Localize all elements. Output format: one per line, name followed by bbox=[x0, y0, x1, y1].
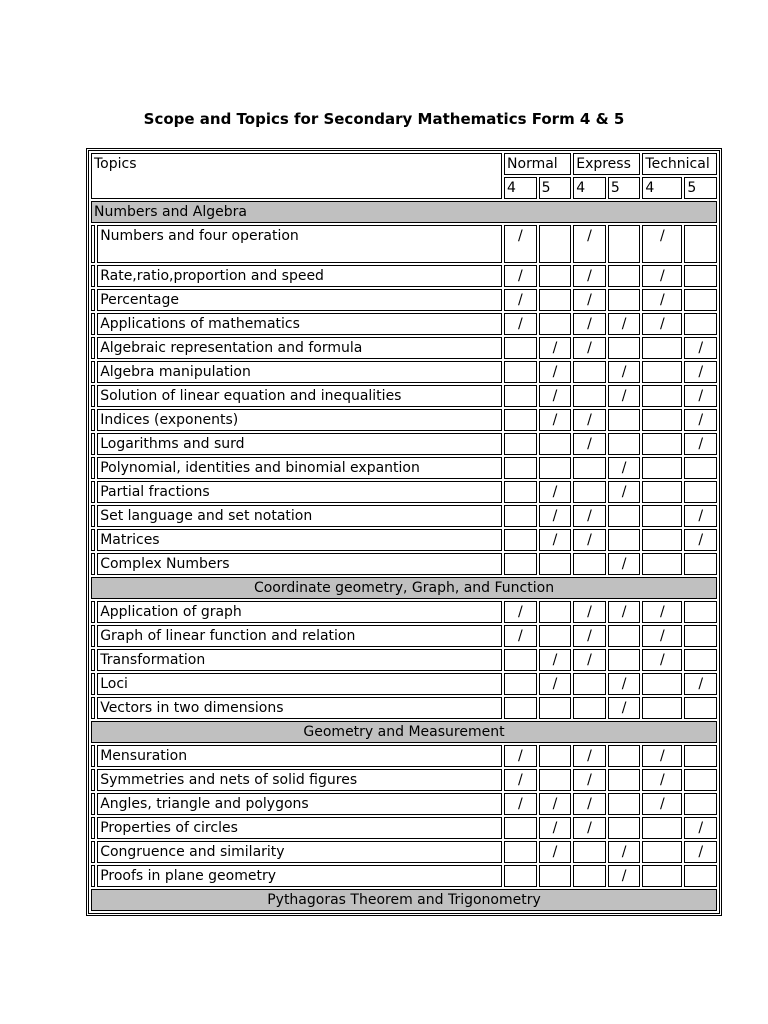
check-mark-cell: / bbox=[684, 841, 717, 863]
check-mark-cell bbox=[573, 361, 606, 383]
check-mark-cell bbox=[642, 457, 682, 479]
check-mark-cell: / bbox=[684, 361, 717, 383]
check-mark-cell: / bbox=[539, 505, 572, 527]
check-mark-cell: / bbox=[684, 817, 717, 839]
check-mark-cell bbox=[684, 745, 717, 767]
check-mark-cell: / bbox=[539, 673, 572, 695]
topic-cell: Applications of mathematics bbox=[97, 313, 502, 335]
check-mark-cell: / bbox=[573, 289, 606, 311]
check-mark-cell: / bbox=[608, 457, 641, 479]
check-mark-cell bbox=[504, 553, 537, 575]
check-mark-cell bbox=[684, 481, 717, 503]
check-mark-cell bbox=[504, 361, 537, 383]
check-mark-cell bbox=[504, 457, 537, 479]
topic-cell: Application of graph bbox=[97, 601, 502, 623]
row-margin-cell bbox=[91, 841, 95, 863]
check-mark-cell: / bbox=[608, 673, 641, 695]
topic-cell: Rate,ratio,proportion and speed bbox=[97, 265, 502, 287]
check-mark-cell: / bbox=[573, 769, 606, 791]
check-mark-cell: / bbox=[539, 481, 572, 503]
check-mark-cell bbox=[608, 793, 641, 815]
check-mark-cell: / bbox=[539, 841, 572, 863]
scope-table bbox=[86, 148, 722, 916]
check-mark-cell bbox=[539, 697, 572, 719]
topic-cell: Transformation bbox=[97, 649, 502, 671]
check-mark-cell: / bbox=[642, 745, 682, 767]
check-mark-cell: / bbox=[573, 745, 606, 767]
topic-cell: Algebraic representation and formula bbox=[97, 337, 502, 359]
check-mark-cell bbox=[608, 769, 641, 791]
check-mark-cell bbox=[539, 313, 572, 335]
row-margin-cell bbox=[91, 769, 95, 791]
check-mark-cell: / bbox=[642, 225, 682, 263]
check-mark-cell: / bbox=[684, 505, 717, 527]
check-mark-cell bbox=[642, 817, 682, 839]
row-margin-cell bbox=[91, 673, 95, 695]
topic-cell: Logarithms and surd bbox=[97, 433, 502, 455]
check-mark-cell bbox=[608, 265, 641, 287]
topic-cell: Properties of circles bbox=[97, 817, 502, 839]
check-mark-cell bbox=[608, 289, 641, 311]
topic-row bbox=[91, 457, 717, 479]
check-mark-cell: / bbox=[684, 409, 717, 431]
topic-row bbox=[91, 601, 717, 623]
topic-cell: Vectors in two dimensions bbox=[97, 697, 502, 719]
row-margin-cell bbox=[91, 553, 95, 575]
topic-cell: Solution of linear equation and inequalities bbox=[97, 385, 502, 407]
topic-row bbox=[91, 385, 717, 407]
check-mark-cell: / bbox=[684, 673, 717, 695]
row-margin-cell bbox=[91, 385, 95, 407]
check-mark-cell: / bbox=[573, 505, 606, 527]
stream-header-normal: Normal bbox=[504, 153, 571, 175]
check-mark-cell bbox=[642, 553, 682, 575]
check-mark-cell bbox=[504, 337, 537, 359]
check-mark-cell bbox=[539, 865, 572, 887]
check-mark-cell bbox=[573, 673, 606, 695]
stream-header-express: Express bbox=[573, 153, 640, 175]
check-mark-cell: / bbox=[539, 409, 572, 431]
check-mark-cell: / bbox=[504, 265, 537, 287]
topic-cell: Congruence and similarity bbox=[97, 841, 502, 863]
check-mark-cell bbox=[684, 457, 717, 479]
check-mark-cell: / bbox=[642, 289, 682, 311]
check-mark-cell: / bbox=[684, 529, 717, 551]
check-mark-cell: / bbox=[573, 529, 606, 551]
check-mark-cell bbox=[642, 865, 682, 887]
check-mark-cell bbox=[684, 865, 717, 887]
check-mark-cell: / bbox=[684, 385, 717, 407]
check-mark-cell bbox=[684, 793, 717, 815]
form-header: 4 bbox=[573, 177, 606, 199]
check-mark-cell bbox=[504, 529, 537, 551]
topic-cell: Percentage bbox=[97, 289, 502, 311]
check-mark-cell: / bbox=[504, 745, 537, 767]
check-mark-cell: / bbox=[608, 361, 641, 383]
check-mark-cell: / bbox=[573, 817, 606, 839]
check-mark-cell: / bbox=[642, 649, 682, 671]
row-margin-cell bbox=[91, 409, 95, 431]
check-mark-cell bbox=[539, 289, 572, 311]
topic-cell: Indices (exponents) bbox=[97, 409, 502, 431]
row-margin-cell bbox=[91, 745, 95, 767]
row-margin-cell bbox=[91, 697, 95, 719]
check-mark-cell bbox=[573, 841, 606, 863]
check-mark-cell bbox=[684, 289, 717, 311]
check-mark-cell bbox=[504, 505, 537, 527]
row-margin-cell bbox=[91, 793, 95, 815]
topic-cell: Complex Numbers bbox=[97, 553, 502, 575]
topic-cell: Symmetries and nets of solid figures bbox=[97, 769, 502, 791]
check-mark-cell bbox=[642, 433, 682, 455]
check-mark-cell bbox=[539, 457, 572, 479]
row-margin-cell bbox=[91, 361, 95, 383]
topic-cell: Partial fractions bbox=[97, 481, 502, 503]
check-mark-cell bbox=[684, 313, 717, 335]
check-mark-cell: / bbox=[539, 529, 572, 551]
stream-header-technical: Technical bbox=[642, 153, 717, 175]
check-mark-cell: / bbox=[608, 601, 641, 623]
check-mark-cell bbox=[539, 769, 572, 791]
check-mark-cell: / bbox=[539, 817, 572, 839]
check-mark-cell bbox=[504, 865, 537, 887]
form-header: 4 bbox=[504, 177, 537, 199]
check-mark-cell bbox=[608, 225, 641, 263]
row-margin-cell bbox=[91, 865, 95, 887]
check-mark-cell bbox=[684, 553, 717, 575]
check-mark-cell: / bbox=[573, 409, 606, 431]
topic-row bbox=[91, 649, 717, 671]
section-row bbox=[91, 721, 717, 743]
check-mark-cell bbox=[608, 529, 641, 551]
check-mark-cell bbox=[642, 505, 682, 527]
check-mark-cell: / bbox=[504, 289, 537, 311]
check-mark-cell: / bbox=[684, 337, 717, 359]
check-mark-cell bbox=[504, 817, 537, 839]
check-mark-cell: / bbox=[539, 337, 572, 359]
section-row bbox=[91, 889, 717, 911]
row-margin-cell bbox=[91, 481, 95, 503]
check-mark-cell: / bbox=[684, 433, 717, 455]
topic-row bbox=[91, 745, 717, 767]
check-mark-cell: / bbox=[504, 769, 537, 791]
header-row-streams bbox=[91, 153, 717, 175]
check-mark-cell bbox=[642, 697, 682, 719]
check-mark-cell bbox=[504, 409, 537, 431]
check-mark-cell: / bbox=[539, 361, 572, 383]
check-mark-cell bbox=[642, 481, 682, 503]
topic-row bbox=[91, 673, 717, 695]
row-margin-cell bbox=[91, 601, 95, 623]
section-heading: Coordinate geometry, Graph, and Function bbox=[91, 577, 717, 599]
check-mark-cell: / bbox=[642, 793, 682, 815]
check-mark-cell: / bbox=[573, 313, 606, 335]
topic-row bbox=[91, 505, 717, 527]
check-mark-cell bbox=[539, 225, 572, 263]
check-mark-cell bbox=[684, 225, 717, 263]
check-mark-cell bbox=[504, 673, 537, 695]
check-mark-cell bbox=[573, 553, 606, 575]
topic-cell: Mensuration bbox=[97, 745, 502, 767]
check-mark-cell: / bbox=[573, 625, 606, 647]
topic-row bbox=[91, 433, 717, 455]
check-mark-cell bbox=[684, 265, 717, 287]
check-mark-cell: / bbox=[573, 649, 606, 671]
check-mark-cell bbox=[539, 433, 572, 455]
topic-row bbox=[91, 289, 717, 311]
topic-cell: Matrices bbox=[97, 529, 502, 551]
check-mark-cell bbox=[504, 433, 537, 455]
check-mark-cell bbox=[642, 337, 682, 359]
topic-row bbox=[91, 865, 717, 887]
check-mark-cell bbox=[539, 265, 572, 287]
check-mark-cell bbox=[573, 385, 606, 407]
check-mark-cell bbox=[539, 601, 572, 623]
row-margin-cell bbox=[91, 337, 95, 359]
section-heading: Pythagoras Theorem and Trigonometry bbox=[91, 889, 717, 911]
topic-cell: Polynomial, identities and binomial expantion bbox=[97, 457, 502, 479]
row-margin-cell bbox=[91, 649, 95, 671]
topics-header: Topics bbox=[91, 153, 502, 199]
check-mark-cell: / bbox=[608, 697, 641, 719]
check-mark-cell bbox=[608, 433, 641, 455]
check-mark-cell bbox=[608, 505, 641, 527]
form-header: 5 bbox=[608, 177, 641, 199]
section-row bbox=[91, 577, 717, 599]
check-mark-cell bbox=[642, 409, 682, 431]
check-mark-cell bbox=[573, 865, 606, 887]
topic-row bbox=[91, 697, 717, 719]
topic-row bbox=[91, 313, 717, 335]
check-mark-cell: / bbox=[539, 385, 572, 407]
check-mark-cell bbox=[684, 601, 717, 623]
check-mark-cell: / bbox=[642, 769, 682, 791]
page-title: Scope and Topics for Secondary Mathematics Form 4 & 5 bbox=[143, 110, 625, 128]
topic-row bbox=[91, 769, 717, 791]
topic-cell: Algebra manipulation bbox=[97, 361, 502, 383]
topic-cell: Set language and set notation bbox=[97, 505, 502, 527]
check-mark-cell bbox=[504, 649, 537, 671]
check-mark-cell bbox=[642, 361, 682, 383]
check-mark-cell: / bbox=[573, 793, 606, 815]
form-header: 5 bbox=[684, 177, 717, 199]
row-margin-cell bbox=[91, 817, 95, 839]
check-mark-cell: / bbox=[539, 649, 572, 671]
row-margin-cell bbox=[91, 313, 95, 335]
check-mark-cell: / bbox=[573, 433, 606, 455]
check-mark-cell: / bbox=[504, 793, 537, 815]
check-mark-cell: / bbox=[539, 793, 572, 815]
check-mark-cell bbox=[684, 769, 717, 791]
check-mark-cell: / bbox=[504, 313, 537, 335]
topic-cell: Numbers and four operation bbox=[97, 225, 502, 263]
topic-row bbox=[91, 361, 717, 383]
check-mark-cell bbox=[539, 745, 572, 767]
check-mark-cell bbox=[608, 337, 641, 359]
topic-row bbox=[91, 553, 717, 575]
check-mark-cell bbox=[539, 625, 572, 647]
row-margin-cell bbox=[91, 433, 95, 455]
check-mark-cell bbox=[642, 385, 682, 407]
check-mark-cell bbox=[608, 625, 641, 647]
check-mark-cell bbox=[504, 841, 537, 863]
check-mark-cell bbox=[684, 697, 717, 719]
check-mark-cell: / bbox=[504, 601, 537, 623]
section-heading: Numbers and Algebra bbox=[91, 201, 717, 223]
topic-row bbox=[91, 841, 717, 863]
check-mark-cell: / bbox=[642, 625, 682, 647]
row-margin-cell bbox=[91, 225, 95, 263]
topic-row bbox=[91, 817, 717, 839]
check-mark-cell: / bbox=[642, 313, 682, 335]
check-mark-cell: / bbox=[608, 553, 641, 575]
topic-cell: Loci bbox=[97, 673, 502, 695]
topic-row bbox=[91, 793, 717, 815]
row-margin-cell bbox=[91, 457, 95, 479]
check-mark-cell bbox=[608, 649, 641, 671]
topic-row bbox=[91, 409, 717, 431]
check-mark-cell bbox=[642, 673, 682, 695]
row-margin-cell bbox=[91, 505, 95, 527]
topic-row bbox=[91, 625, 717, 647]
row-margin-cell bbox=[91, 625, 95, 647]
check-mark-cell: / bbox=[608, 865, 641, 887]
check-mark-cell bbox=[504, 385, 537, 407]
check-mark-cell bbox=[608, 745, 641, 767]
form-header: 5 bbox=[539, 177, 572, 199]
form-header: 4 bbox=[642, 177, 682, 199]
check-mark-cell bbox=[642, 529, 682, 551]
check-mark-cell bbox=[573, 457, 606, 479]
check-mark-cell bbox=[573, 481, 606, 503]
check-mark-cell bbox=[684, 649, 717, 671]
check-mark-cell: / bbox=[608, 841, 641, 863]
check-mark-cell bbox=[608, 817, 641, 839]
check-mark-cell: / bbox=[573, 265, 606, 287]
topic-row bbox=[91, 529, 717, 551]
check-mark-cell bbox=[608, 409, 641, 431]
check-mark-cell bbox=[573, 697, 606, 719]
check-mark-cell: / bbox=[504, 625, 537, 647]
check-mark-cell bbox=[642, 841, 682, 863]
row-margin-cell bbox=[91, 529, 95, 551]
check-mark-cell: / bbox=[573, 225, 606, 263]
check-mark-cell: / bbox=[608, 385, 641, 407]
topic-row bbox=[91, 337, 717, 359]
row-margin-cell bbox=[91, 265, 95, 287]
topic-cell: Angles, triangle and polygons bbox=[97, 793, 502, 815]
row-margin-cell bbox=[91, 289, 95, 311]
section-heading: Geometry and Measurement bbox=[91, 721, 717, 743]
check-mark-cell: / bbox=[573, 601, 606, 623]
check-mark-cell bbox=[684, 625, 717, 647]
topic-row bbox=[91, 265, 717, 287]
check-mark-cell: / bbox=[608, 481, 641, 503]
check-mark-cell bbox=[539, 553, 572, 575]
check-mark-cell: / bbox=[642, 265, 682, 287]
topic-row bbox=[91, 225, 717, 263]
topic-row bbox=[91, 481, 717, 503]
section-row bbox=[91, 201, 717, 223]
check-mark-cell: / bbox=[573, 337, 606, 359]
check-mark-cell bbox=[504, 481, 537, 503]
check-mark-cell: / bbox=[608, 313, 641, 335]
topic-cell: Proofs in plane geometry bbox=[97, 865, 502, 887]
check-mark-cell bbox=[504, 697, 537, 719]
check-mark-cell: / bbox=[504, 225, 537, 263]
check-mark-cell: / bbox=[642, 601, 682, 623]
topic-cell: Graph of linear function and relation bbox=[97, 625, 502, 647]
